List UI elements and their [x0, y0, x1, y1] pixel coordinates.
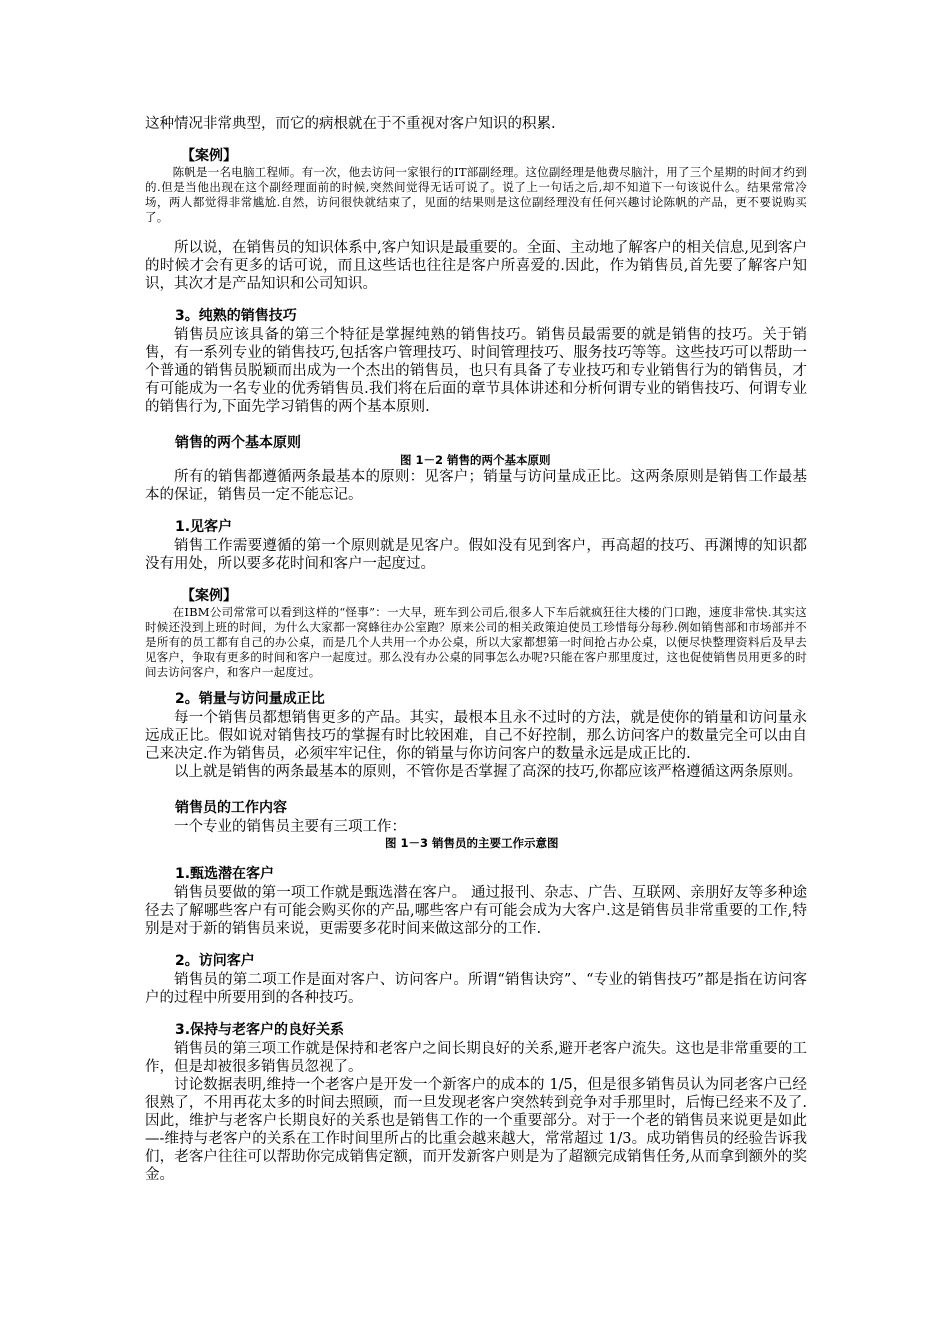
section-paragraph: 销售员应该具备的第三个特征是掌握纯熟的销售技巧。销售员最需要的就是销售的技巧。关于销售，有一系列专业的销售技巧,包括客户管理技巧、时间管理技巧、服务技巧等等。这些技巧可以帮助一个普通的销售员脱颖而出成为一个杰出的销售员，也只有具备了专业技巧和专业销售行为的销售员，才有可能成为一名专业的优秀销售员.我们将在后面的章节具体讲述和分析何谓专业的销售技巧、何谓专业的销售行为,下面先学习销售的两个基本原则. [145, 327, 807, 415]
section-heading: 销售的两个基本原则 [175, 435, 301, 451]
section-paragraph: 销售员要做的第一项工作就是甄选潜在客户。 通过报刊、杂志、广告、互联网、亲朋好友等多种途径去了解哪些客户有可能会购买你的产品,哪些客户有可能会成为大客户.这是销售员非常重要的工作,特别是对于新的销售员来说，更需要多花时间来做这部分的工作. [145, 885, 807, 937]
figure-caption: 图 1－3 销售员的主要工作示意图 [385, 836, 559, 850]
document-body [145, 115, 807, 1184]
section-heading: 1.见客户 [175, 519, 233, 535]
section-heading: 3.保持与老客户的良好关系 [175, 1022, 345, 1038]
section-paragraph: 一个专业的销售员主要有三项工作： [174, 819, 406, 835]
section-paragraph: 销售工作需要遵循的第一个原则就是见客户。假如没有见到客户，再高超的技巧、再渊博的知识都没有用处，所以要多花时间和客户一起度过。 [145, 538, 807, 572]
summary-paragraph: 所以说，在销售员的知识体系中,客户知识是最重要的。全面、主动地了解客户的相关信息,见到客户的时候才会有更多的话可说，而且这些话也往往是客户所喜爱的.因此，作为销售员,首先要了解客户知识，其次才是产品知识和公司知识。 [145, 240, 807, 292]
section-paragraph: 销售员的第三项工作就是保持和老客户之间长期良好的关系,避开老客户流失。这也是非常重要的工作，但是却被很多销售员忽视了。 [145, 1041, 807, 1075]
section-paragraph: 销售员的第二项工作是面对客户、访问客户。所谓“销售诀窍”、“专业的销售技巧”都是指在访问客户的过程中所要用到的各种技巧。 [145, 972, 807, 1006]
section-paragraph: 所有的销售都遵循两条最基本的原则：见客户；销量与访问量成正比。这两条原则是销售工作最基本的保证，销售员一定不能忘记。 [145, 469, 807, 503]
figure-caption: 图 1－2 销售的两个基本原则 [400, 453, 551, 467]
intro-paragraph: 这种情况非常典型，而它的病根就在于不重视对客户知识的积累. [145, 116, 556, 132]
section-paragraph: 每一个销售员都想销售更多的产品。其实，最根本且永不过时的方法，就是使你的销量和访问量永远成正比。假如说对销售技巧的掌握有时比较困难，自己不好控制，那么访问客户的数量完全可以由自己来决定.作为销售员，必须牢牢记住，你的销量与你访问客户的数量永远是成正比的. [145, 710, 807, 762]
case-label: 【案例】 [181, 588, 237, 604]
section-heading: 销售员的工作内容 [175, 800, 287, 816]
section-heading: 2。销量与访问量成正比 [175, 691, 325, 707]
case-text: 陈帆是一名电脑工程师。有一次，他去访问一家银行的IT部副经理。这位副经理是他费尽脑汁，用了三个星期的时间才约到的.但是当他出现在这个副经理面前的时候,突然间觉得无话可说了。说了上一句话之后,却不知道下一句该说什么。结果常常冷场，两人都觉得非常尴尬.自然，访问很快就结束了，见面的结果则是这位副经理没有任何兴趣讨论陈帆的产品，更不要说购买了。 [145, 165, 807, 224]
case-text: 在IBM公司常常可以看到这样的“怪事”：一大早，班车到公司后,很多人下车后就疯狂往大楼的门口跑，速度非常快.其实这时候还没到上班的时间，为什么大家都一窝蜂往办公室跑？原来公司的相关政策迫使员工珍惜每分每秒.例如销售部和市场部并不是所有的员工都有自己的办公桌，而是几个人共用一个办公桌，所以大家都想第一时间抢占办公桌，以便尽快整理资料后及早去见客户，争取有更多的时间和客户一起度过。那么没有办公桌的同事怎么办呢?只能在客户那里度过，这也促使销售员用更多的时间去访问客户，和客户一起度过。 [145, 605, 807, 679]
section-paragraph: 讨论数据表明,维持一个老客户是开发一个新客户的成本的 1/5，但是很多销售员认为同老客户已经很熟了，不用再花太多的时间去照顾，而一旦发现老客户突然转到竞争对手那里时，后悔已经来不及了.因此，维护与老客户长期良好的关系也是销售工作的一个重要部分。对于一个老的销售员来说更是如此—-维持与老客户的关系在工作时间里所占的比重会越来越大，常常超过 1/3。成功销售员的经验告诉我们，老客户往往可以帮助你完成销售定额，而开发新客户则是为了超额完成销售任务,从而拿到额外的奖金。 [145, 1077, 807, 1183]
section-heading: 1.甄选潜在客户 [175, 866, 275, 882]
case-label: 【案例】 [181, 148, 237, 164]
section-heading: 3。纯熟的销售技巧 [175, 308, 297, 324]
section-heading: 2。访问客户 [175, 953, 255, 969]
section-paragraph: 以上就是销售的两条最基本的原则，不管你是否掌握了高深的技巧,你都应该严格遵循这两条原则。 [174, 764, 803, 780]
